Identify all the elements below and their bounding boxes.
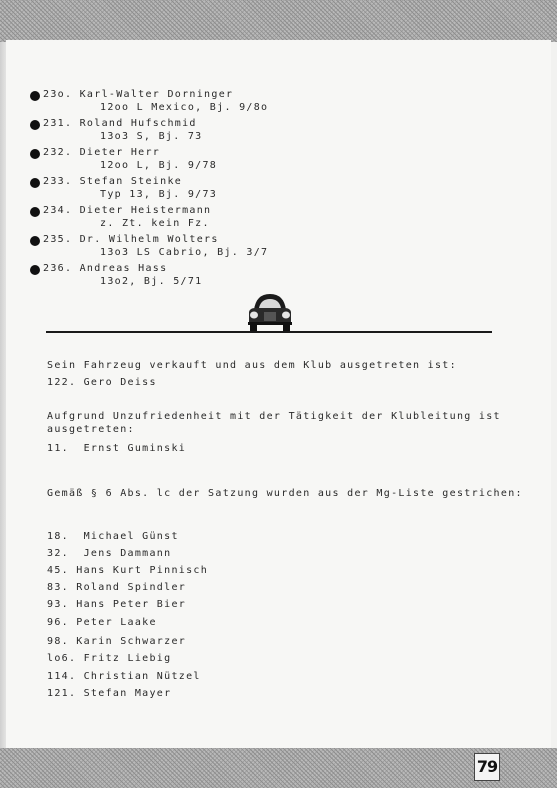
list-item: 121. Stefan Mayer [47,688,172,699]
member-name: 231. Roland Hufschmid [43,118,197,129]
member-vehicle: Typ 13, Bj. 9/73 [100,189,218,200]
list-item: 18. Michael Günst [47,531,179,542]
bullet-icon [30,178,40,188]
bullet-icon [30,120,40,130]
sold-heading: Sein Fahrzeug verkauft und aus dem Klub ausgetreten ist: [47,360,457,371]
list-item: 45. Hans Kurt Pinnisch [47,565,209,576]
bullet-icon [30,207,40,217]
member-name: 233. Stefan Steinke [43,176,183,187]
member-name: 23o. Karl-Walter Dorninger [43,89,234,100]
member-vehicle: 13o3 LS Cabrio, Bj. 3/7 [100,247,269,258]
list-item: 114. Christian Nützel [47,671,201,682]
member-vehicle: 13o3 S, Bj. 73 [100,131,203,142]
bullet-icon [30,236,40,246]
page-number: 79 [474,753,500,781]
member-vehicle: 13o2, Bj. 5/71 [100,276,203,287]
section-divider [46,331,492,333]
dissatisfied-heading-line2: ausgetreten: [47,424,135,435]
list-item: 98. Karin Schwarzer [47,636,187,647]
scan-top-edge [0,0,557,42]
member-vehicle: z. Zt. kein Fz. [100,218,210,229]
bullet-icon [30,265,40,275]
sold-entry: 122. Gero Deiss [47,377,157,388]
dissatisfied-heading-line1: Aufgrund Unzufriedenheit mit der Tätigkeit der Klubleitung ist [47,411,501,422]
member-name: 232. Dieter Herr [43,147,161,158]
bullet-icon [30,91,40,101]
beetle-car-icon [245,290,295,334]
struck-heading: Gemäß § 6 Abs. lc der Satzung wurden aus der Mg-Liste gestrichen: [47,488,523,499]
member-name: 235. Dr. Wilhelm Wolters [43,234,219,245]
list-item: 93. Hans Peter Bier [47,599,187,610]
dissatisfied-entry: 11. Ernst Guminski [47,443,187,454]
list-item: 83. Roland Spindler [47,582,187,593]
list-item: 96. Peter Laake [47,617,157,628]
bullet-icon [30,149,40,159]
member-name: 234. Dieter Heistermann [43,205,212,216]
member-vehicle: 12oo L, Bj. 9/78 [100,160,218,171]
member-vehicle: 12oo L Mexico, Bj. 9/8o [100,102,269,113]
list-item: 32. Jens Dammann [47,548,172,559]
member-name: 236. Andreas Hass [43,263,168,274]
list-item: lo6. Fritz Liebig [47,653,172,664]
